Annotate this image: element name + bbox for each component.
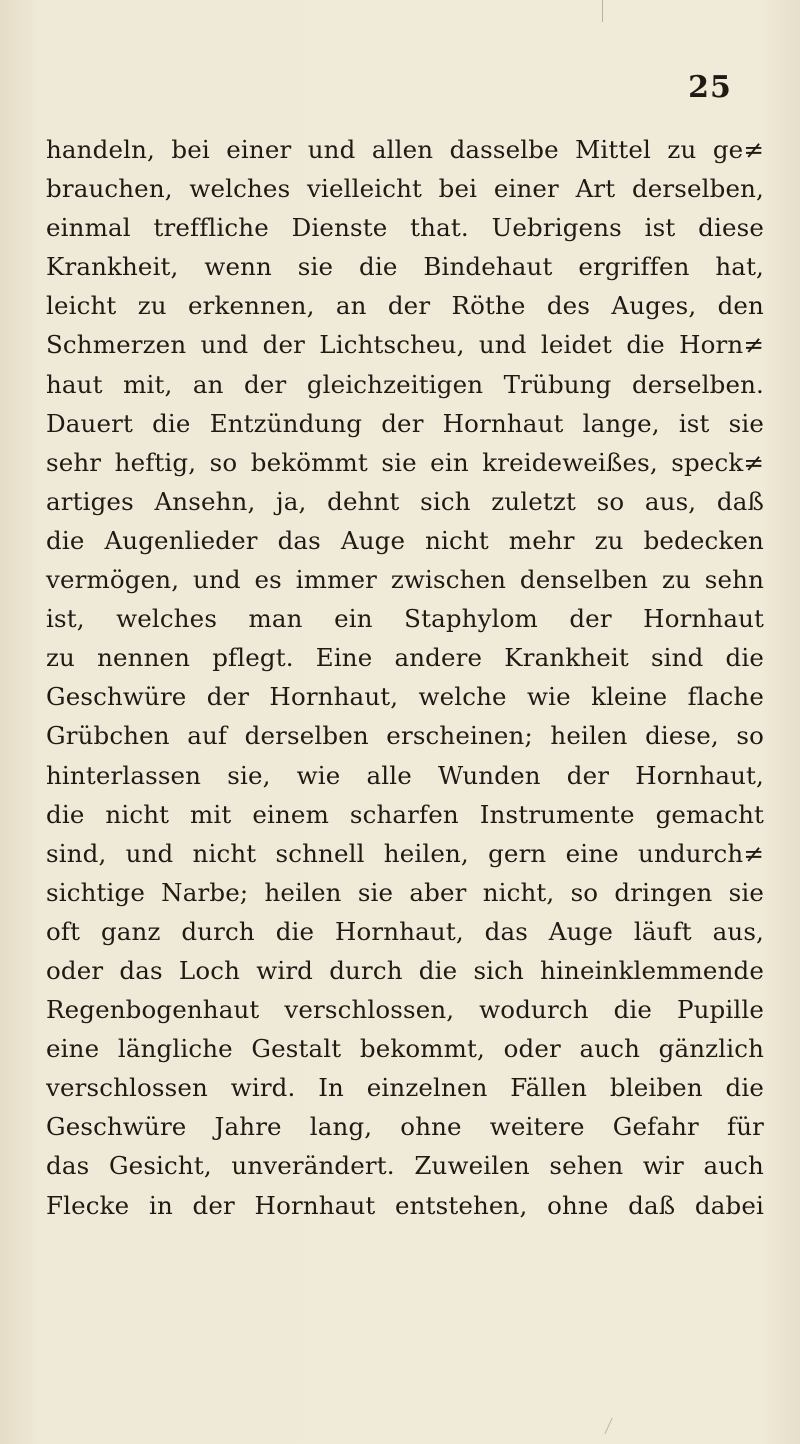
text-line: sichtige Narbe; heilen sie aber nicht, so dringen sie [46,877,764,907]
text-line: Geschwüre der Hornhaut, welche wie kleine flache [46,682,764,712]
page-number: 25 [688,70,732,105]
text-line: Dauert die Entzündung der Hornhaut lange, ist sie [46,408,764,438]
text-line: eine längliche Gestalt bekommt, oder auch gänzlich [46,1034,764,1064]
text-line: verschlossen wird. In einzelnen Fällen bleiben die [46,1073,764,1103]
text-line: vermögen, und es immer zwischen denselben zu sehn [46,565,764,595]
text-line: oder das Loch wird durch die sich hineinklemmende [46,955,764,985]
body-text [46,130,764,1225]
text-line: haut mit, an der gleichzeitigen Trübung derselben. [46,369,764,399]
text-line: Krankheit, wenn sie die Bindehaut ergriffen hat, [46,252,764,282]
text-line: das Gesicht, unverändert. Zuweilen sehen wir auch [46,1151,764,1181]
text-line: die Augenlieder das Auge nicht mehr zu bedecken [46,525,764,555]
page-edge-mark [604,1418,630,1434]
text-line: Schmerzen und der Lichtscheu, und leidet die Horn≠ [46,330,764,360]
text-line: brauchen, welches vielleicht bei einer Art derselben, [46,174,764,204]
text-line: sind, und nicht schnell heilen, gern eine undurch≠ [46,838,764,868]
page-edge-mark [602,0,603,22]
text-line: oft ganz durch die Hornhaut, das Auge läuft aus, [46,916,764,946]
text-line: Geschwüre Jahre lang, ohne weitere Gefahr für [46,1112,764,1142]
text-line: Flecke in der Hornhaut entstehen, ohne daß dabei [46,1190,764,1220]
text-line: zu nennen pflegt. Eine andere Krankheit sind die [46,643,764,673]
text-line: einmal treffliche Dienste that. Uebrigens ist diese [46,213,764,243]
text-line: sehr heftig, so bekömmt sie ein kreideweißes, speck≠ [46,447,764,477]
text-line: die nicht mit einem scharfen Instrumente gemacht [46,799,764,829]
text-line: handeln, bei einer und allen dasselbe Mittel zu ge≠ [46,135,764,164]
text-line: Regenbogenhaut verschlossen, wodurch die Pupille [46,995,764,1025]
text-line: hinterlassen sie, wie alle Wunden der Hornhaut, [46,760,764,790]
text-line: leicht zu erkennen, an der Röthe des Auges, den [46,291,764,321]
text-line: Grübchen auf derselben erscheinen; heilen diese, so [46,721,764,751]
text-line: artiges Ansehn, ja, dehnt sich zuletzt so aus, daß [46,486,764,516]
text-line: ist, welches man ein Staphylom der Hornhaut [46,604,764,634]
